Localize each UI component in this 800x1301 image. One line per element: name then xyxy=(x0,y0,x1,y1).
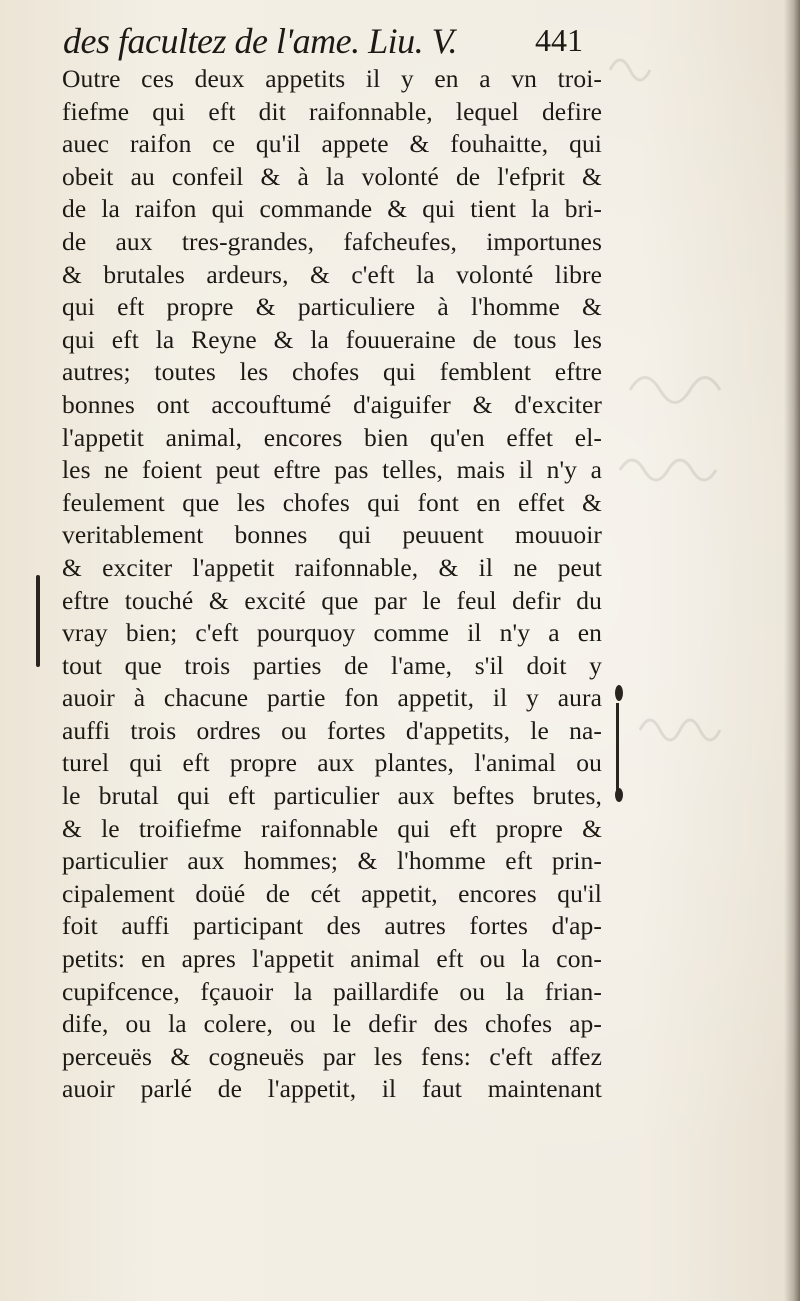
margin-mark xyxy=(36,575,40,667)
margin-ink-stain xyxy=(614,683,624,803)
text-line: fiefme qui eft dit raifonnable, lequel defire xyxy=(62,96,602,126)
running-head: des facultez de l'ame. Liu. V. xyxy=(63,21,457,61)
text-line: cipalement doüé de cét appetit, encores qu'il xyxy=(62,878,602,908)
text-line: feulement que les chofes qui font en effet & xyxy=(62,487,602,517)
text-line: tout que trois parties de l'ame, s'il doit y xyxy=(62,650,602,680)
text-line: qui eft la Reyne & la fouueraine de tous les xyxy=(62,324,602,354)
text-line: dife, ou la colere, ou le defir des chofes ap- xyxy=(62,1009,602,1039)
text-line: & exciter l'appetit raifonnable, & il ne peut xyxy=(62,552,602,582)
body-text xyxy=(62,63,602,1106)
page-number: 441 xyxy=(535,22,583,58)
text-line: auoir à chacune partie fon appetit, il y aura xyxy=(62,683,602,713)
text-line: veritablement bonnes qui peuuent mouuoir xyxy=(62,520,602,550)
text-line: auoir parlé de l'appetit, il faut maintenant xyxy=(62,1074,602,1104)
text-line: obeit au confeil & à la volonté de l'efprit & xyxy=(62,161,602,191)
text-line: bonnes ont accouftumé d'aiguifer & d'exciter xyxy=(62,389,602,419)
text-line: & brutales ardeurs, & c'eft la volonté libre xyxy=(62,259,602,289)
text-line: auffi trois ordres ou fortes d'appetits, le na- xyxy=(62,715,602,745)
text-line: & le troifiefme raifonnable qui eft propre & xyxy=(62,813,602,843)
text-line: perceuës & cogneuës par les fens: c'eft affez xyxy=(62,1041,602,1071)
text-line: petits: en apres l'appetit animal eft ou la con- xyxy=(62,944,602,974)
text-line: vray bien; c'eft pourquoy comme il n'y a en xyxy=(62,618,602,648)
text-line: autres; toutes les chofes qui femblent eftre xyxy=(62,357,602,387)
text-line: de la raifon qui commande & qui tient la bri- xyxy=(62,194,602,224)
page-edge xyxy=(784,0,800,1301)
page-header xyxy=(63,18,583,68)
text-line: l'appetit animal, encores bien qu'en effet el- xyxy=(62,422,602,452)
text-line: turel qui eft propre aux plantes, l'animal ou xyxy=(62,748,602,778)
text-line: eftre touché & excité que par le feul defir du xyxy=(62,585,602,615)
show-through-text xyxy=(600,40,770,840)
text-line: le brutal qui eft particulier aux beftes brutes, xyxy=(62,781,602,811)
text-line: les ne foient peut eftre pas telles, mais il n'y a xyxy=(62,455,602,485)
text-line: Outre ces deux appetits il y en a vn troi- xyxy=(62,64,602,93)
text-line: foit auffi participant des autres fortes d'ap- xyxy=(62,911,602,941)
text-line: auec raifon ce qu'il appete & fouhaitte, qui xyxy=(62,129,602,159)
text-line: cupifcence, fçauoir la paillardife ou la frian- xyxy=(62,976,602,1006)
text-line: particulier aux hommes; & l'homme eft prin- xyxy=(62,846,602,876)
text-line: qui eft propre & particuliere à l'homme & xyxy=(62,292,602,322)
text-line: de aux tres-grandes, fafcheufes, importunes xyxy=(62,226,602,256)
